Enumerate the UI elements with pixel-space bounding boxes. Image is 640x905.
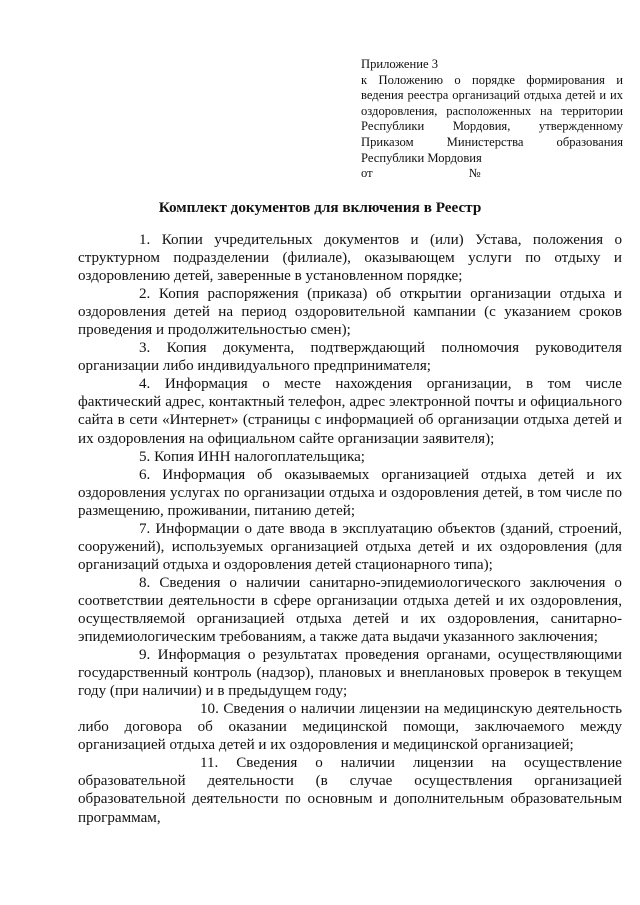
item-number: 2. [139, 286, 151, 303]
item-number: 11. [200, 755, 219, 772]
appendix-header [361, 57, 623, 182]
list-item [78, 520, 622, 574]
item-text: Информации о дате ввода в эксплуатацию объектов (зданий, строений, сооружений), используемых организацией отдыха детей и их оздоровления (для организаций отдыха и оздоровления детей стационарного типа); [78, 520, 622, 573]
item-text: Сведения о наличии лицензии на осуществление образовательной деятельности (в случае осуществления организацией образовательной деятельности по основным и дополнительным образовательным программам, [78, 755, 622, 826]
document-title: Комплект документов для включения в Реестр [158, 199, 482, 216]
date-prefix: от [361, 166, 373, 181]
item-number: 5. [139, 448, 151, 465]
item-text: Сведения о наличии лицензии на медицинскую деятельность либо договора об оказании медицинской помощи, заключаемого между организацией отдыха детей и их оздоровления и медицинской организацией; [78, 701, 622, 754]
list-item [78, 448, 622, 466]
item-number: 9. [139, 647, 151, 664]
list-item [78, 339, 622, 375]
list-item [78, 574, 622, 646]
item-text: Информация о месте нахождения организации, в том числе фактический адрес, контактный телефон, адрес электронной почты и официального сайта в сети «Интернет» (страницы с информацией об организации отдыха детей и их оздоровления на официальном сайте организации заявителя); [78, 376, 622, 447]
list-item [78, 754, 622, 826]
item-text: Копии учредительных документов и (или) Устава, положения о структурном подразделении (филиале), оказывающем услуги по отдыху и оздоровлению детей, заверенные в установленном порядке; [78, 232, 622, 285]
item-text: Копия ИНН налогоплательщика; [154, 448, 365, 465]
appendix-text: к Положению о порядке формирования и ведения реестра организаций отдыха детей и их оздоровления, расположенных на территории Республики Мордовия, утвержденному Приказом Министерства образования Республики Мордовия [361, 72, 623, 165]
item-text: Информация о результатах проведения органами, осуществляющими государственный контроль (надзор), плановых и внеплановых проверок в текущем году (при наличии) и в предыдущем году; [78, 647, 622, 700]
list-item [78, 231, 622, 285]
list-item [78, 646, 622, 700]
list-item [78, 700, 622, 754]
list-item [78, 375, 622, 447]
item-number: 3. [139, 340, 151, 357]
document-list [78, 231, 622, 827]
number-sign: № [468, 166, 481, 181]
item-text: Копия документа, подтверждающий полномочия руководителя организации либо индивидуального предпринимателя; [78, 340, 622, 375]
appendix-date-line [361, 166, 623, 182]
item-number: 7. [139, 520, 151, 537]
list-item [78, 466, 622, 520]
item-number: 8. [139, 574, 151, 591]
list-item [78, 285, 622, 339]
item-number: 6. [139, 466, 151, 483]
item-text: Копия распоряжения (приказа) об открытии организации отдыха и оздоровления детей на период оздоровительной кампании (с указанием сроков проведения и продолжительностью смен); [78, 286, 622, 339]
item-text: Сведения о наличии санитарно-эпидемиологического заключения о соответствии деятельности в сфере организации отдыха детей и их оздоровления, осуществляемой организацией отдыха детей и их оздоровления, санитарно-эпидемиологическим требованиям, а также дата выдачи указанного заключения; [78, 574, 622, 646]
item-number: 4. [139, 376, 151, 393]
item-text: Информация об оказываемых организацией отдыха детей и их оздоровления услугах по организации отдыха и оздоровления детей, в том числе по размещению, проживании, питанию детей; [78, 466, 622, 519]
item-number: 1. [139, 232, 151, 248]
item-number: 10. [200, 701, 219, 718]
appendix-label: Приложение 3 [361, 57, 439, 71]
